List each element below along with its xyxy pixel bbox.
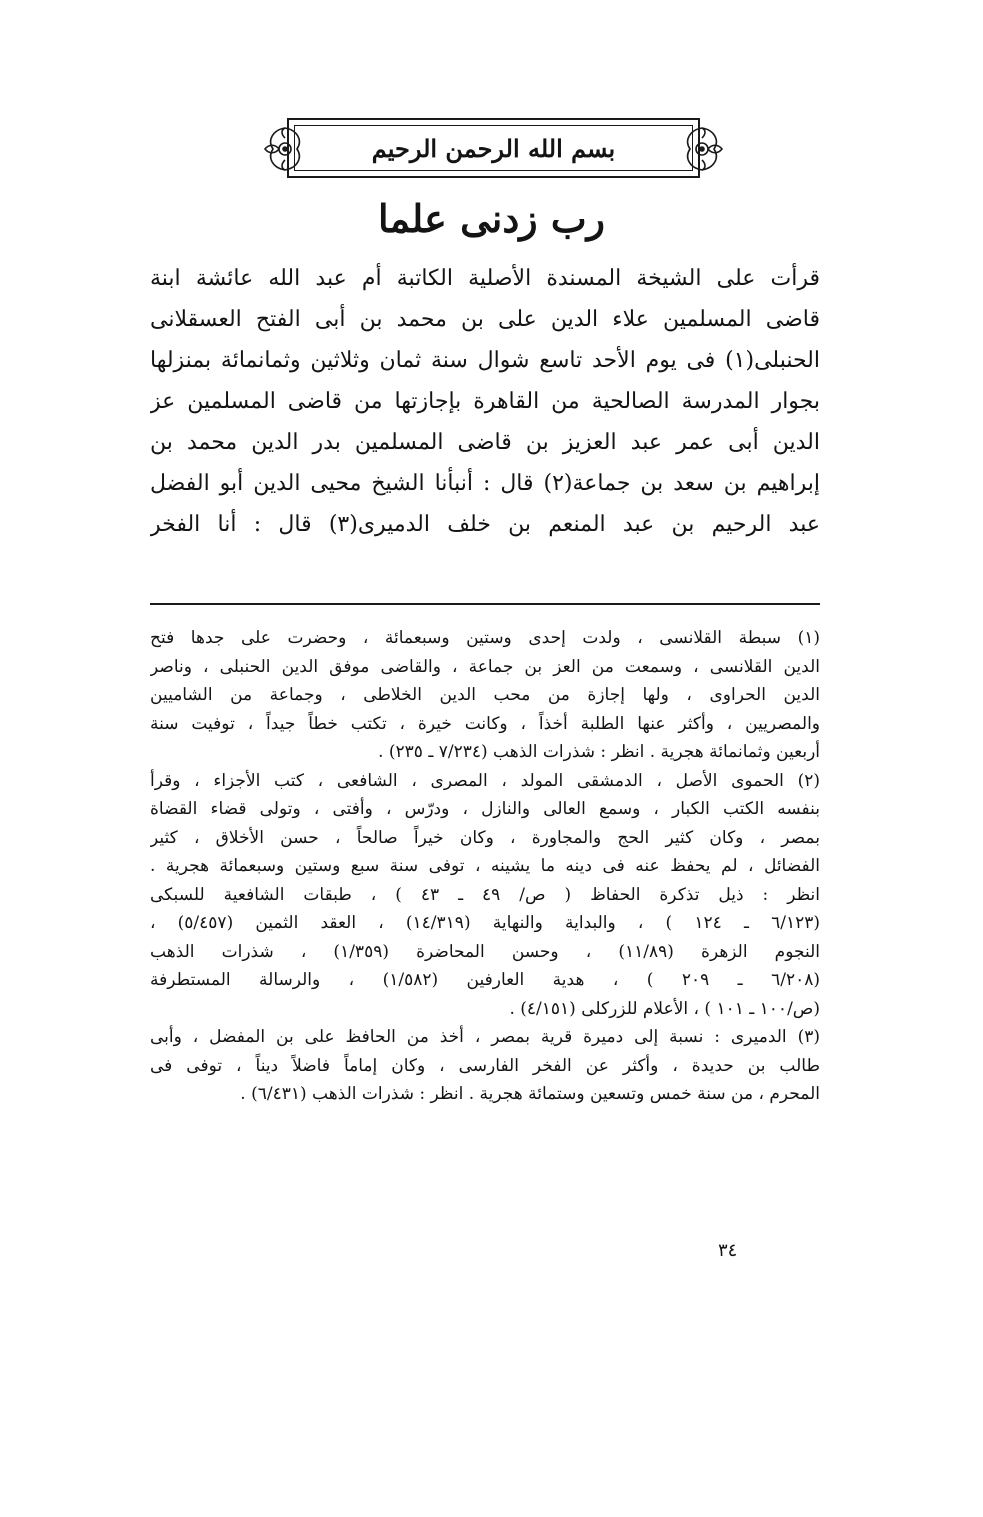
- footnotes: [150, 624, 820, 1109]
- text-line: إبراهيم بن سعد بن جماعة(٢) قال : أنبأنا الشيخ محيى الدين أبو الفضل: [150, 471, 820, 496]
- page-title: رب زدنى علما: [378, 196, 605, 241]
- footnote-line: والمصريين ، وأكثر عنها الطلبة أخذاً ، وكانت خيرة ، تكتب خطاً جيداً ، توفيت سنة: [150, 713, 820, 734]
- footnote-line: بنفسه الكتب الكبار ، وسمع العالى والنازل ، ودرّس ، وأفتى ، وتولى قضاء القضاة: [150, 799, 820, 819]
- text-line: قرأت على الشيخة المسندة الأصلية الكاتبة أم عبد الله عائشة ابنة: [150, 266, 820, 291]
- main-text: [150, 258, 820, 545]
- text-line: الحنبلى(١) فى يوم الأحد تاسع شوال سنة ثمان وثلاثين وثمانمائة بمنزلها: [150, 348, 820, 373]
- page-number: ٣٤: [718, 1240, 738, 1261]
- footnote-line: انظر : ذيل تذكرة الحفاظ ( ص/ ٤٩ ـ ٤٣ ) ، طبقات الشافعية للسبكى: [150, 884, 820, 905]
- footnote-line: (٦/١٢٣ ـ ١٢٤ ) ، والبداية والنهاية (١٤/٣١٩) ، العقد الثمين (٥/٤٥٧) ،: [150, 913, 820, 933]
- footnote-line: طالب بن حديدة ، وأكثر عن الفخر الفارسى ، وكان إماماً فاضلاً ديناً ، توفى فى: [150, 1055, 820, 1076]
- text-line: عبد الرحيم بن عبد المنعم بن خلف الدميرى(٣) قال : أنا الفخر: [150, 512, 820, 537]
- footnote-line: بمصر ، وكان كثير الحج والمجاورة ، وكان خيراً صالحاً ، حسن الأخلاق ، كثير: [150, 827, 820, 848]
- footnote-line: المحرم ، من سنة خمس وتسعين وستمائة هجرية . انظر : شذرات الذهب (٦/٤٣١) .: [240, 1084, 820, 1104]
- text-line: بجوار المدرسة الصالحية من القاهرة بإجازتها من قاضى المسلمين عز: [150, 389, 820, 414]
- footnote-line: (٣) الدميرى : نسبة إلى دميرة قرية بمصر ، أخذ من الحافظ على بن المفضل ، وأبى: [150, 1027, 820, 1047]
- text-line: الدين أبى عمر عبد العزيز بن قاضى المسلمين بدر الدين محمد بن: [150, 430, 820, 455]
- footnote-line: أربعين وثمانمائة هجرية . انظر : شذرات الذهب (٧/٢٣٤ ـ ٢٣٥) .: [378, 742, 820, 762]
- footnote-line: الدين القلانسى ، وسمعت من العز بن جماعة ، والقاضى موفق الدين الحنبلى ، وناصر: [150, 656, 820, 677]
- footnote-divider: [150, 603, 820, 605]
- floral-ornament-icon: [676, 124, 728, 174]
- footnote-line: الدين الحراوى ، ولها إجازة من محب الدين الخلاطى ، وجماعة من الشاميين: [150, 685, 820, 705]
- footnote-line: النجوم الزهرة (١١/٨٩) ، وحسن المحاضرة (١/٣٥٩) ، شذرات الذهب: [150, 941, 820, 962]
- footnote-line: (ص/١٠٠ ـ ١٠١ ) ، الأعلام للزركلى (٤/١٥١) .: [509, 998, 820, 1019]
- footnote-line: الفضائل ، لم يحفظ عنه فى دينه ما يشينه ، توفى سنة سبع وستين وسبعمائة هجرية .: [150, 856, 820, 876]
- footnote-line: (٢) الحموى الأصل ، الدمشقى المولد ، المصرى ، الشافعى ، كتب الأجزاء ، وقرأ: [150, 770, 820, 791]
- footnote-line: (٦/٢٠٨ ـ ٢٠٩ ) ، هدية العارفين (١/٥٨٢) ، والرسالة المستطرفة: [150, 970, 820, 990]
- floral-ornament-icon: [259, 124, 311, 174]
- basmala: بسم الله الرحمن الرحيم: [371, 133, 616, 163]
- basmala-frame: [287, 118, 700, 178]
- footnote-line: (١) سبطة القلانسى ، ولدت إحدى وستين وسبعمائة ، وحضرت على جدها فتح: [150, 628, 820, 648]
- text-line: قاضى المسلمين علاء الدين على بن محمد بن أبى الفتح العسقلانى: [150, 307, 820, 332]
